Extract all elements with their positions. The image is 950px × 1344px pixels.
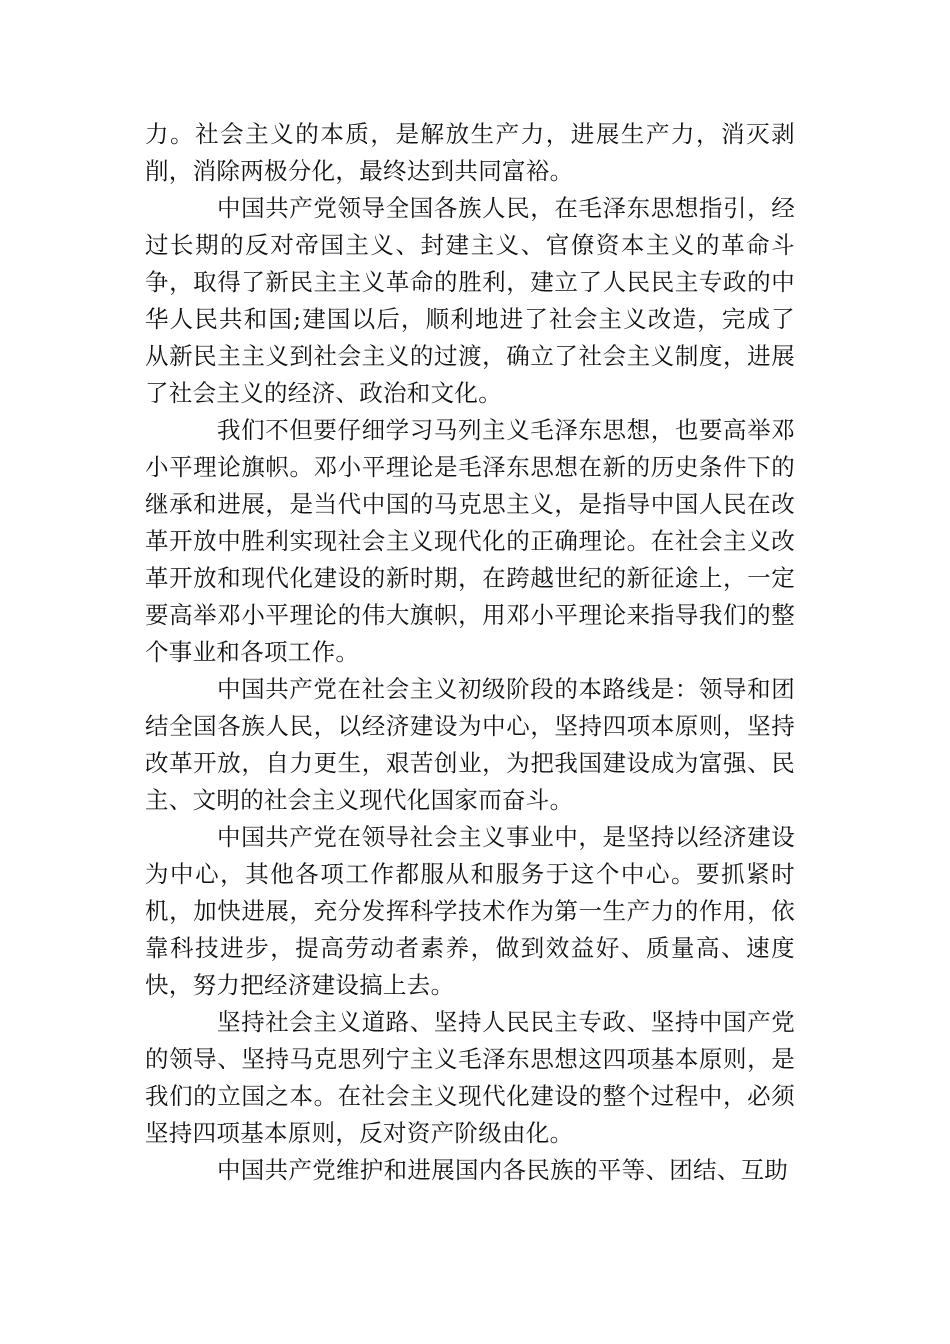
paragraph: 中国共产党在领导社会主义事业中，是坚持以经济建设为中心，其他各项工作都服从和服务于这个中心。要抓紧时机，加快进展，充分发挥科学技术作为第一生产力的作用，依靠科技进步，提高劳动者素养，做到效益好、质量高、速度快，努力把经济建设搞上去。 bbox=[145, 823, 795, 999]
document-body bbox=[145, 116, 795, 1189]
paragraph: 中国共产党在社会主义初级阶段的本路线是：领导和团结全国各族人民，以经济建设为中心，坚持四项本原则，坚持改革开放，自力更生，艰苦创业，为把我国建设成为富强、民主、文明的社会主义现代化国家而奋斗。 bbox=[145, 675, 795, 814]
paragraph-truncated: 中国共产党维护和进展国内各民族的平等、团结、互助 bbox=[217, 1156, 789, 1184]
paragraph: 坚持社会主义道路、坚持人民民主专政、坚持中国产党的领导、坚持马克思列宁主义毛泽东思想这四项基本原则，是我们的立国之本。在社会主义现代化建设的整个过程中，必须坚持四项基本原则，反对资产阶级由化。 bbox=[145, 1008, 795, 1147]
paragraph: 中国共产党领导全国各族人民，在毛泽东思想指引，经过长期的反对帝国主义、封建主义、官僚资本主义的革命斗争，取得了新民主主义革命的胜利，建立了人民民主专政的中华人民共和国;建国以后，顺利地进了社会主义改造，完成了从新民主主义到社会主义的过渡，确立了社会主义制度，进展了社会主义的经济、政治和文化。 bbox=[145, 194, 795, 407]
paragraph: 我们不但要仔细学习马列主义毛泽东思想，也要高举邓小平理论旗帜。邓小平理论是毛泽东思想在新的历史条件下的继承和进展，是当代中国的马克思主义，是指导中国人民在改革开放中胜利实现社会主义现代化的正确理论。在社会主义改革开放和现代化建设的新时期，在跨越世纪的新征途上，一定要高举邓小平理论的伟大旗帜，用邓小平理论来指导我们的整个事业和各项工作。 bbox=[145, 416, 795, 666]
paragraph-continuation: 力。社会主义的本质，是解放生产力，进展生产力，消灭剥削，消除两极分化，最终达到共同富裕。 bbox=[145, 120, 795, 185]
